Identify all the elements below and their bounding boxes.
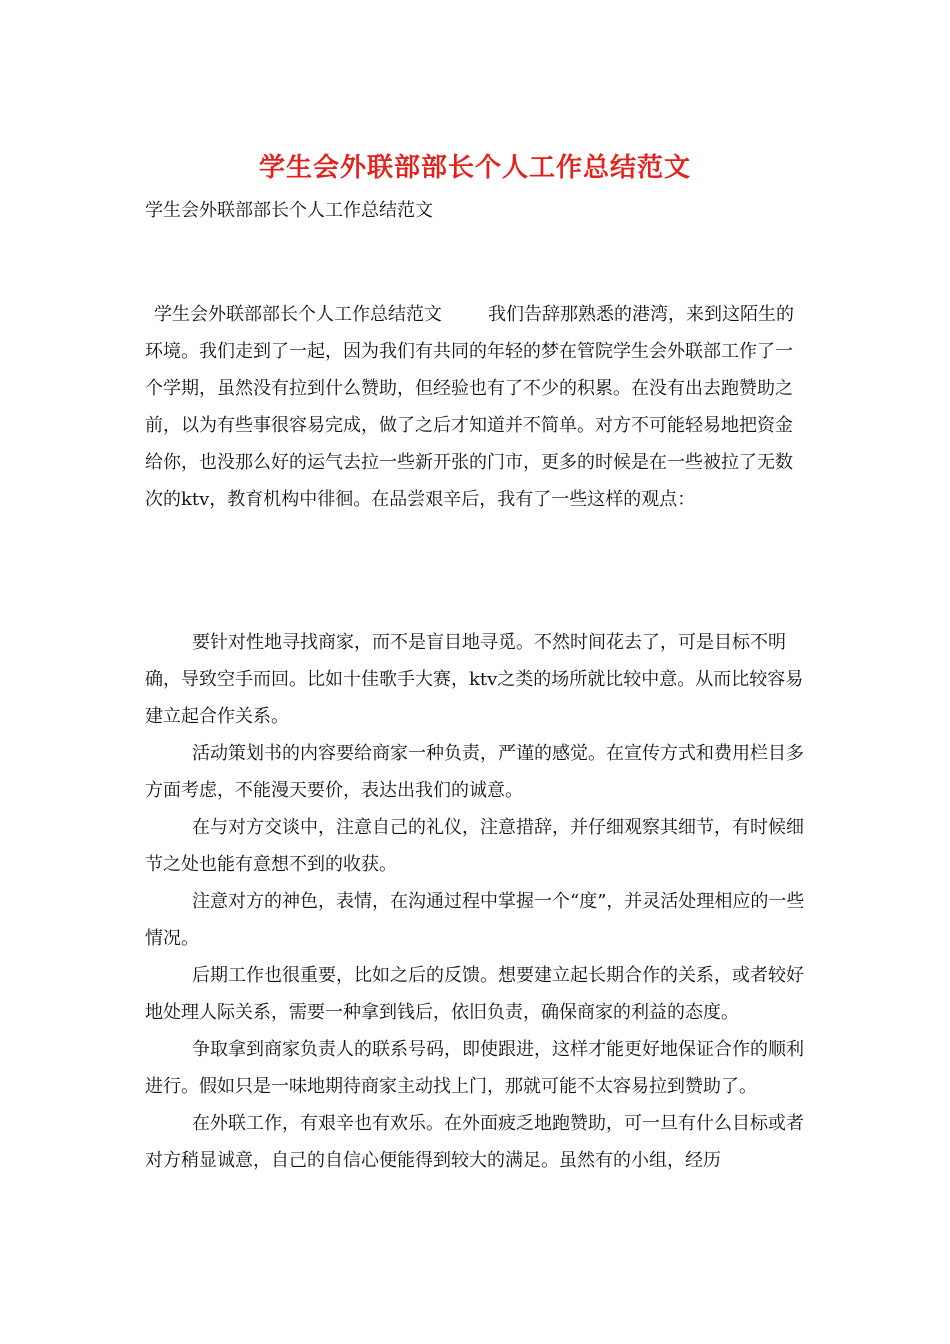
intro-lead: 学生会外联部部长个人工作总结范文 [154,304,442,325]
body-paragraph: 在外联工作，有艰辛也有欢乐。在外面疲乏地跑赞助，可一旦有什么目标或者对方稍显诚意，自己的自信心便能得到较大的满足。虽然有的小组，经历 [145,1113,804,1171]
intro-paragraph [145,296,807,518]
points-section [145,624,807,1179]
body-paragraph: 活动策划书的内容要给商家一种负责，严谨的感觉。在宣传方式和费用栏目多方面考虑，不能漫天要价，表达出我们的诚意。 [145,743,804,801]
body-paragraph: 注意对方的神色，表情，在沟通过程中掌握一个“度”，并灵活处理相应的一些情况。 [145,891,805,949]
body-paragraph: 争取拿到商家负责人的联系号码，即使跟进，这样才能更好地保证合作的顺利进行。假如只是一味地期待商家主动找上门，那就可能不太容易拉到赞助了。 [145,1039,804,1097]
body-paragraph: 在与对方交谈中，注意自己的礼仪，注意措辞，并仔细观察其细节，有时候细节之处也能有意想不到的收获。 [145,817,804,875]
body-paragraph: 要针对性地寻找商家，而不是盲目地寻觅。不然时间花去了，可是目标不明确，导致空手而回。比如十佳歌手大赛，ktv之类的场所就比较中意。从而比较容易建立起合作关系。 [145,632,804,727]
body-paragraph: 后期工作也很重要，比如之后的反馈。想要建立起长期合作的关系，或者较好地处理人际关系，需要一种拿到钱后，依旧负责，确保商家的利益的态度。 [145,965,804,1023]
document-title: 学生会外联部部长个人工作总结范文 [258,153,691,183]
document-subtitle: 学生会外联部部长个人工作总结范文 [145,200,433,221]
intro-text: 我们告辞那熟悉的港湾，来到这陌生的环境。我们走到了一起，因为我们有共同的年轻的梦在管院学生会外联部工作了一个学期，虽然没有拉到什么赞助，但经验也有了不少的积累。在没有出去跑赞助之前，以为有些事很容易完成，做了之后才知道并不简单。对方不可能轻易地把资金给你，也没那么好的运气去拉一些新开张的门市，更多的时候是在一些被拉了无数次的ktv，教育机构中徘徊。在品尝艰辛后，我有了一些这样的观点： [145,304,794,510]
